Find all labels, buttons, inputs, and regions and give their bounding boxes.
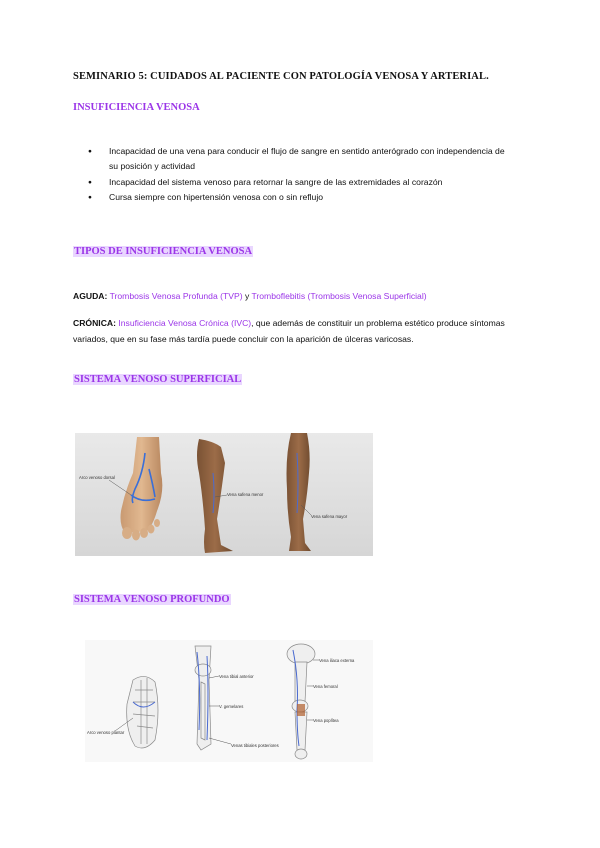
label-tibial-anterior: Vena tibial anterior <box>219 674 254 679</box>
figure-superficial <box>75 433 373 556</box>
label-safena-mayor: Vena safena mayor <box>311 514 348 519</box>
label-gemelares: V. gemelares <box>219 704 244 709</box>
label-poplitea: Vena poplítea <box>313 718 339 723</box>
figure-profundo <box>85 640 373 762</box>
cronica-rest: , que además de constituir un problema estético produce síntomas variados, que en su fase más tardía puede concluir con la aparición de úlceras varicosas. <box>73 318 505 344</box>
cronica-paragraph <box>73 316 533 347</box>
aguda-label: AGUDA: <box>73 291 108 301</box>
heading-superficial-text: SISTEMA VENOSO SUPERFICIAL <box>74 374 242 385</box>
list-item: ● Incapacidad del sistema venoso para retornar la sangre de las extremidades al corazón <box>88 175 508 190</box>
label-tibial-posterior: Venas tibiales posteriores <box>231 743 279 748</box>
label-arco-dorsal: Arco venoso dorsal <box>79 475 115 480</box>
aguda-paragraph <box>73 289 533 305</box>
superficial-illustration <box>75 433 373 556</box>
cronica-label: CRÓNICA: <box>73 318 116 328</box>
list-item: ● Incapacidad de una vena para conducir el flujo de sangre en sentido anterógrado con independencia de su posición y actividad <box>88 144 508 175</box>
document-title: SEMINARIO 5: CUIDADOS AL PACIENTE CON PATOLOGÍA VENOSA Y ARTERIAL. <box>73 71 489 82</box>
list-item: ● Cursa siempre con hipertensión venosa con o sin reflujo <box>88 190 508 205</box>
heading-profundo <box>73 594 231 605</box>
heading-profundo-text: SISTEMA VENOSO PROFUNDO <box>74 594 230 605</box>
tvp-text: Trombosis Venosa Profunda (TVP) <box>109 291 243 301</box>
heading-superficial <box>73 374 242 385</box>
label-arco-plantar: Arco venoso plantar <box>87 730 125 735</box>
figure-background <box>75 433 373 556</box>
heading-tipos-text: TIPOS DE INSUFICIENCIA VENOSA <box>74 246 253 257</box>
definition-list <box>88 144 508 205</box>
profundo-illustration <box>85 640 373 762</box>
label-iliaca: Vena iliaca externa <box>319 658 355 663</box>
ivc-text: Insuficiencia Venosa Crónica (IVC) <box>118 318 252 328</box>
foot-skeleton <box>127 676 158 748</box>
tromboflebitis-text: Tromboflebitis (Trombosis Venosa Superficial) <box>251 291 427 301</box>
conjunction: y <box>242 291 252 301</box>
label-femoral: Vena femoral <box>313 684 338 689</box>
label-safena-menor: Vena safena menor <box>227 492 264 497</box>
heading-insuficiencia-venosa: INSUFICIENCIA VENOSA <box>73 102 200 113</box>
heading-tipos <box>73 246 253 257</box>
